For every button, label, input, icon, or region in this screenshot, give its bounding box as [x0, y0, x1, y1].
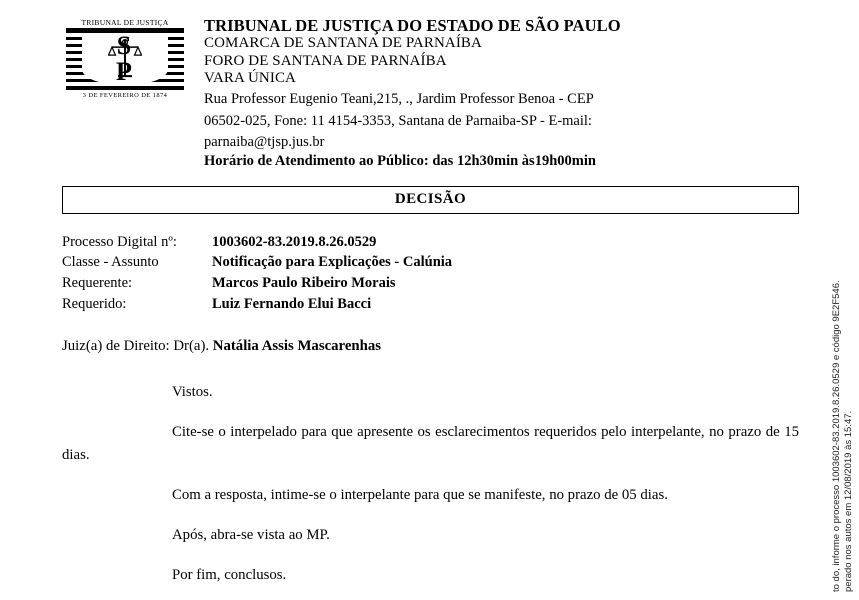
meta-value: Luiz Fernando Elui Bacci [212, 295, 372, 312]
case-meta-block [62, 232, 859, 314]
meta-value: Notificação para Explicações - Calúnia [212, 254, 453, 271]
document-header [0, 10, 859, 170]
body-paragraph: Vistos. [172, 384, 213, 401]
judge-prefix: Juiz(a) de Direito: Dr(a). [62, 338, 213, 355]
meta-row [62, 252, 859, 273]
decision-body [62, 381, 799, 586]
crest-emblem [66, 28, 184, 90]
crest-letters: S P [116, 31, 148, 86]
court-crest [60, 14, 190, 99]
body-paragraph: Com a resposta, intime-se o interpelante para que se manifeste, no prazo de 05 dias. [172, 486, 668, 503]
crest-title-text: TRIBUNAL DE JUSTIÇA [81, 18, 169, 27]
judge-line [62, 338, 859, 355]
stamp-line-2: to do, informe o processo 1003602-83.2019.8.26.0529 e código 9E2F546. [831, 280, 842, 592]
header-text-block [190, 14, 621, 170]
body-paragraph: Após, abra-se vista ao MP. [172, 526, 330, 543]
body-paragraph: Cite-se o interpelado para que apresente os esclarecimentos requeridos pelo interpelante, no prazo de 15 dias. [62, 424, 799, 463]
document-validation-stamp [821, 0, 855, 600]
comarca-name: COMARCA DE SANTANA DE PARNAÍBA [204, 35, 482, 52]
meta-row [62, 232, 859, 253]
meta-label: Processo Digital nº: [62, 233, 177, 250]
stamp-line-1: perado nos autos em 12/08/2019 às 15:47. [843, 410, 854, 592]
address-line-2: 06502-025, Fone: 11 4154-3353, Santana de Parnaiba-SP - E-mail: [204, 112, 592, 129]
meta-label: Requerido: [62, 295, 127, 312]
meta-value: Marcos Paulo Ribeiro Morais [212, 275, 396, 292]
address-email: parnaiba@tjsp.jus.br [204, 133, 325, 150]
judge-name: Natália Assis Mascarenhas [212, 338, 382, 355]
meta-label: Requerente: [62, 275, 133, 292]
meta-label: Classe - Assunto [62, 254, 159, 271]
decision-title-bar: DECISÃO [62, 186, 799, 214]
meta-value: 1003602-83.2019.8.26.0529 [212, 233, 377, 250]
meta-row [62, 294, 859, 315]
scales-of-justice-icon [108, 36, 142, 80]
address-line-1: Rua Professor Eugenio Teani,215, ., Jardim Professor Benoa - CEP [204, 91, 594, 108]
vara-name: VARA ÚNICA [204, 69, 296, 86]
meta-row [62, 273, 859, 294]
service-hours: Horário de Atendimento ao Público: das 12h30min às19h00min [204, 153, 596, 170]
body-paragraph: Por fim, conclusos. [172, 567, 287, 584]
foro-name: FORO DE SANTANA DE PARNAÍBA [204, 52, 447, 69]
crest-date-text: 3 DE FEVEREIRO DE 1874 [82, 92, 168, 99]
court-name: TRIBUNAL DE JUSTIÇA DO ESTADO DE SÃO PAULO [204, 16, 621, 35]
